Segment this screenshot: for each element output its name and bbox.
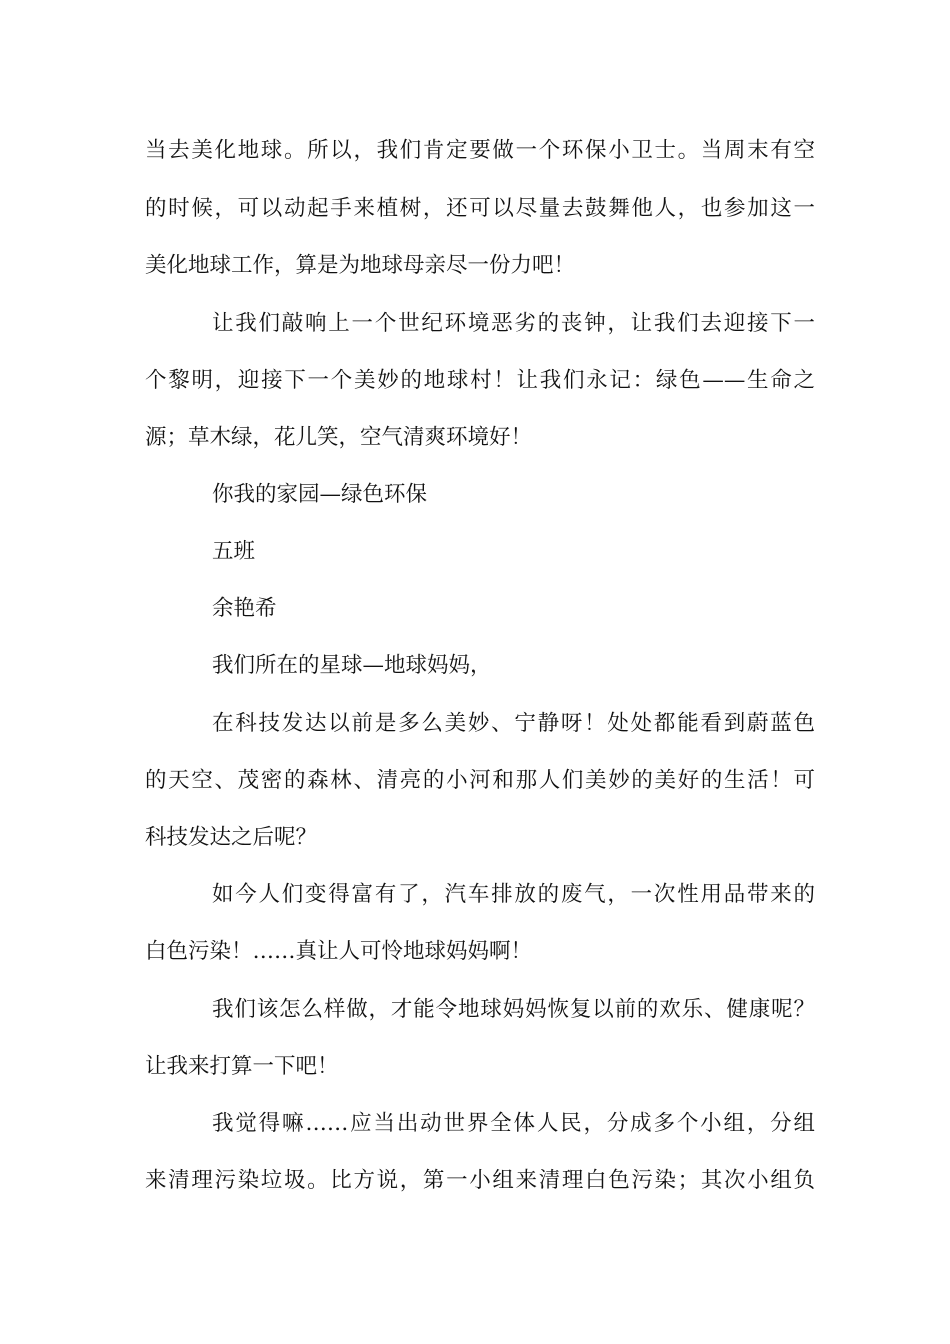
text-line: 让我来打算一下吧！ [145, 1054, 339, 1079]
paragraph-first-line: 我们所在的星球—地球妈妈， [212, 653, 492, 678]
paragraph-first-line: 让我们敲响上一个世纪环境恶劣的丧钟，让我们去迎接下一 [212, 311, 815, 336]
paragraph-first-line: 在科技发达以前是多么美妙、宁静呀！处处都能看到蔚蓝色 [212, 711, 815, 736]
text-line: 白色污染！……真让人可怜地球妈妈啊！ [145, 939, 533, 964]
text-line: 个黎明，迎接下一个美妙的地球村！让我们永记：绿色——生命之 [145, 368, 815, 393]
text-line: 的天空、茂密的森林、清亮的小河和那人们美妙的美好的生活！可 [145, 768, 815, 793]
paragraph-first-line: 我们该怎么样做，才能令地球妈妈恢复以前的欢乐、健康呢？ [212, 997, 815, 1022]
text-line: 当去美化地球。所以，我们肯定要做一个环保小卫士。当周末有空 [145, 138, 815, 163]
text-line: 科技发达之后呢？ [145, 825, 318, 850]
text-line: 源；草木绿，花儿笑，空气清爽环境好！ [145, 425, 533, 450]
text-line: 的时候，可以动起手来植树，还可以尽量去鼓舞他人，也参加这一 [145, 196, 815, 221]
text-line: 美化地球工作，算是为地球母亲尽一份力吧！ [145, 253, 576, 278]
class-name: 五班 [212, 539, 256, 564]
essay-title: 你我的家园—绿色环保 [212, 482, 428, 507]
paragraph-first-line: 我觉得嘛……应当出动世界全体人民，分成多个小组，分组 [212, 1111, 815, 1136]
author-name: 余艳希 [212, 596, 277, 621]
paragraph-first-line: 如今人们变得富有了，汽车排放的废气，一次性用品带来的 [212, 882, 815, 907]
text-line: 来清理污染垃圾。比方说，第一小组来清理白色污染；其次小组负 [145, 1168, 815, 1193]
